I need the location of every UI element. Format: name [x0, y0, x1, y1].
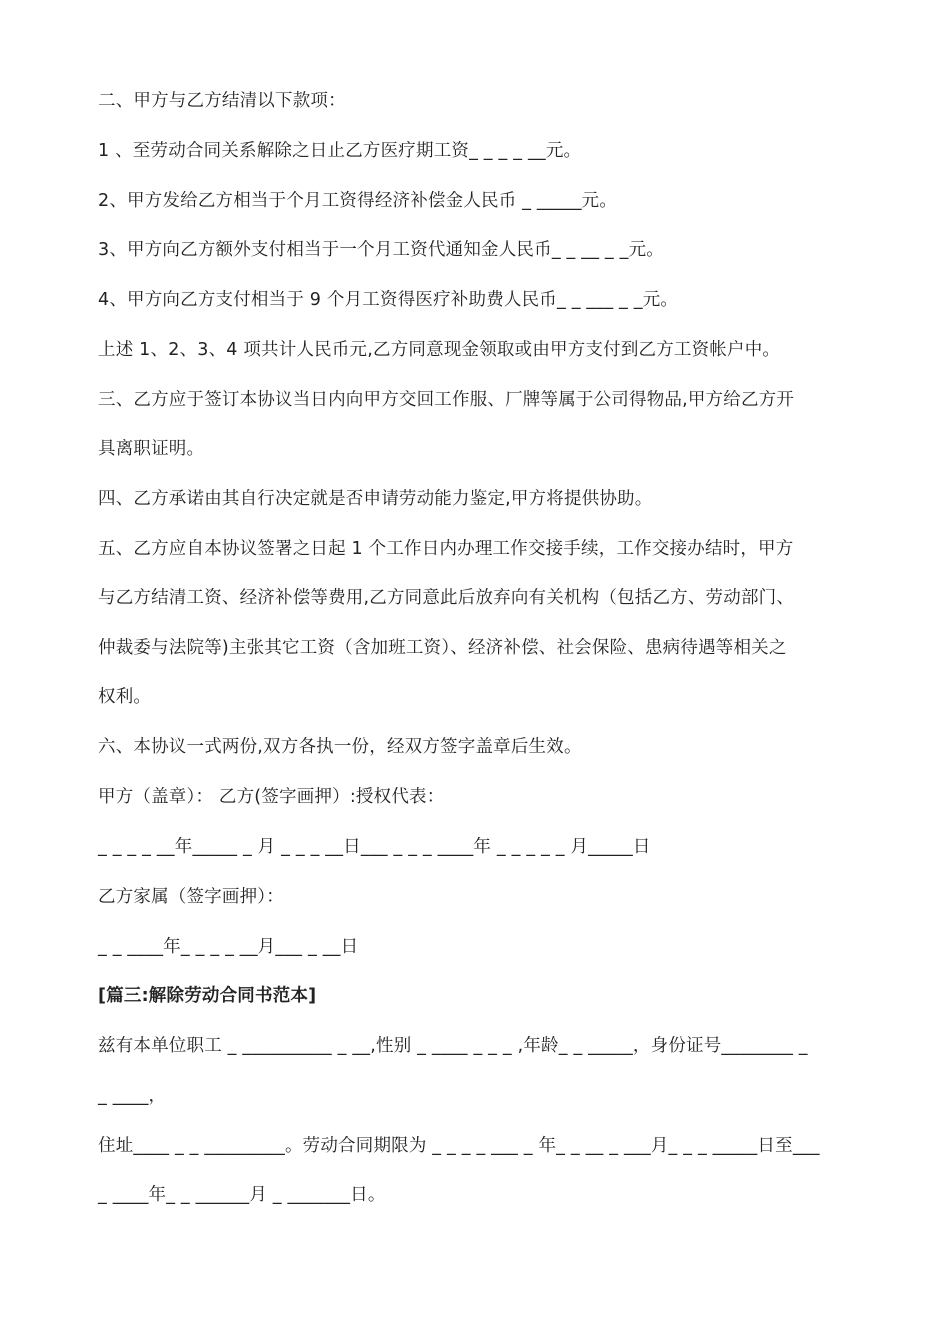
part-three-title: [篇三:解除劳动合同书范本] [98, 986, 317, 1006]
section-two-heading: 二、甲方与乙方结清以下款项： [98, 91, 346, 111]
address-contract-term: 住址____ _ _ _________。劳动合同期限为 _ _ _ _ ___ _ 年_ _ __ _ ___月_ _ _ _____日至___ [98, 1136, 820, 1156]
family-signature-date: _ _ ____年_ _ _ _ __月___ _ __日 [98, 937, 359, 957]
section-three-line2: 具离职证明。 [98, 439, 205, 459]
signature-parties: 甲方（盖章）： 乙方(签字画押）:授权代表： [98, 787, 445, 807]
section-five-line2: 与乙方结清工资、经济补偿等费用,乙方同意此后放弃向有关机构（包括乙方、劳动部门、 [98, 588, 795, 608]
section-five-line1: 五、乙方应自本协议签署之日起 1 个工作日内办理工作交接手续，工作交接办结时，甲方 [98, 539, 794, 559]
section-five-line3: 仲裁委与法院等)主张其它工资（含加班工资）、经济补偿、社会保险、患病待遇等相关之 [98, 638, 787, 658]
contract-term-end: _ ____年_ _ ______月 _ _______日。 [98, 1185, 386, 1205]
item-1-medical-wage: 1 、至劳动合同关系解除之日止乙方医疗期工资_ _ _ _ __元。 [98, 141, 582, 161]
family-signature: 乙方家属（签字画押）： [98, 887, 284, 907]
section-five-line4: 权利。 [98, 687, 152, 707]
item-2-compensation: 2、甲方发给乙方相当于个月工资得经济补偿金人民币 _ _____元。 [98, 191, 618, 211]
item-3-notice-pay: 3、甲方向乙方额外支付相当于一个月工资代通知金人民币_ _ __ _ _元。 [98, 240, 664, 260]
total-clause: 上述 1、2、3、4 项共计人民币元,乙方同意现金领取或由甲方支付到乙方工资帐户中。 [98, 340, 781, 360]
employee-info-line2: _ ____， [98, 1086, 167, 1106]
section-three-line1: 三、乙方应于签订本协议当日内向甲方交回工作服、厂牌等属于公司得物品,甲方给乙方开 [98, 390, 795, 410]
employee-info-line1: 兹有本单位职工 _ __________ _ __,性别 _ ____ _ _ _ ,年龄_ _ _____，身份证号________ _ [98, 1036, 808, 1056]
section-six: 六、本协议一式两份,双方各执一份，经双方签字盖章后生效。 [98, 737, 582, 757]
signature-dates: _ _ _ _ __年_____ _ 月 _ _ _ __日___ _ _ _ ____年 _ _ _ _ _ 月_____日 [98, 837, 651, 857]
section-four: 四、乙方承诺由其自行决定就是否申请劳动能力鉴定,甲方将提供协助。 [98, 489, 653, 509]
item-4-medical-subsidy: 4、甲方向乙方支付相当于 9 个月工资得医疗补助费人民币_ _ ___ _ _元。 [98, 290, 679, 310]
